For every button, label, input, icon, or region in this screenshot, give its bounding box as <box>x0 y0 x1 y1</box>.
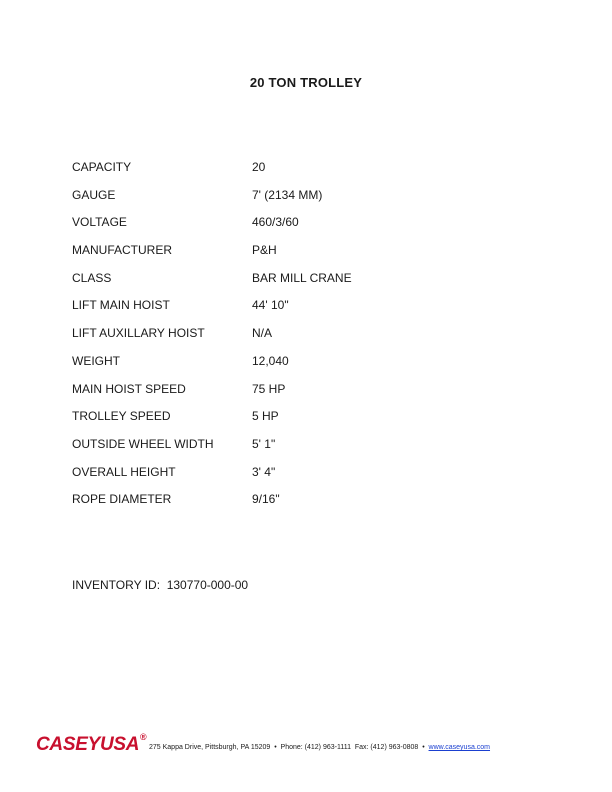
spec-value: 5 HP <box>252 409 279 424</box>
spec-row <box>72 298 492 326</box>
spec-value: 20 <box>252 160 266 174</box>
spec-label: CLASS <box>72 270 112 285</box>
spec-row <box>72 243 492 271</box>
page-title: 20 TON TROLLEY <box>249 75 363 90</box>
spec-label: MAIN HOIST SPEED <box>72 381 186 396</box>
spec-row <box>72 188 492 216</box>
spec-label: OUTSIDE WHEEL WIDTH <box>72 436 214 451</box>
registered-mark: ® <box>140 732 147 742</box>
spec-value: 9/16" <box>252 492 280 507</box>
spec-value: N/A <box>252 326 273 341</box>
spec-value: 3' 4" <box>252 464 276 479</box>
spec-value: 75 HP <box>252 381 286 396</box>
spec-label: TROLLEY SPEED <box>72 409 171 424</box>
spec-label: LIFT MAIN HOIST <box>72 298 170 313</box>
spec-label: VOLTAGE <box>72 215 127 230</box>
separator: • <box>274 744 277 751</box>
phone-text: Phone: (412) 963-1111 <box>280 744 351 751</box>
spec-label: WEIGHT <box>72 353 120 368</box>
spec-table <box>72 160 492 520</box>
spec-label: MANUFACTURER <box>72 243 173 258</box>
spec-label: LIFT AUXILLARY HOIST <box>72 326 205 341</box>
spec-row <box>72 437 492 465</box>
separator: • <box>422 744 425 751</box>
spec-label: GAUGE <box>72 187 116 202</box>
spec-row <box>72 326 492 354</box>
address-text: 275 Kappa Drive, Pittsburgh, PA 15209 <box>149 744 271 751</box>
inventory-value: 130770-000-00 <box>166 578 249 592</box>
spec-row <box>72 354 492 382</box>
inventory-label: INVENTORY ID: <box>72 578 161 592</box>
spec-value: 460/3/60 <box>252 215 299 230</box>
spec-row <box>72 271 492 299</box>
fax-text: Fax: (412) 963-0808 <box>354 744 419 751</box>
contact-line <box>149 744 490 751</box>
caseyusa-logo: CASEYUSA <box>36 734 140 755</box>
spec-row <box>72 382 492 410</box>
spec-row <box>72 160 492 188</box>
inventory-id <box>72 578 248 592</box>
spec-value: 44' 10" <box>252 298 289 313</box>
spec-row <box>72 409 492 437</box>
spec-label: CAPACITY <box>72 160 132 174</box>
spec-row <box>72 492 492 520</box>
spec-label: OVERALL HEIGHT <box>72 464 176 479</box>
spec-value: P&H <box>252 243 277 258</box>
spec-row <box>72 465 492 493</box>
footer <box>36 734 576 758</box>
spec-value: 5' 1" <box>252 436 276 451</box>
spec-row <box>72 215 492 243</box>
spec-value: 12,040 <box>252 353 289 368</box>
website-link[interactable]: www.caseyusa.com <box>428 744 491 751</box>
spec-value: 7' (2134 MM) <box>252 187 323 202</box>
spec-label: ROPE DIAMETER <box>72 492 172 507</box>
spec-value: BAR MILL CRANE <box>252 270 352 285</box>
